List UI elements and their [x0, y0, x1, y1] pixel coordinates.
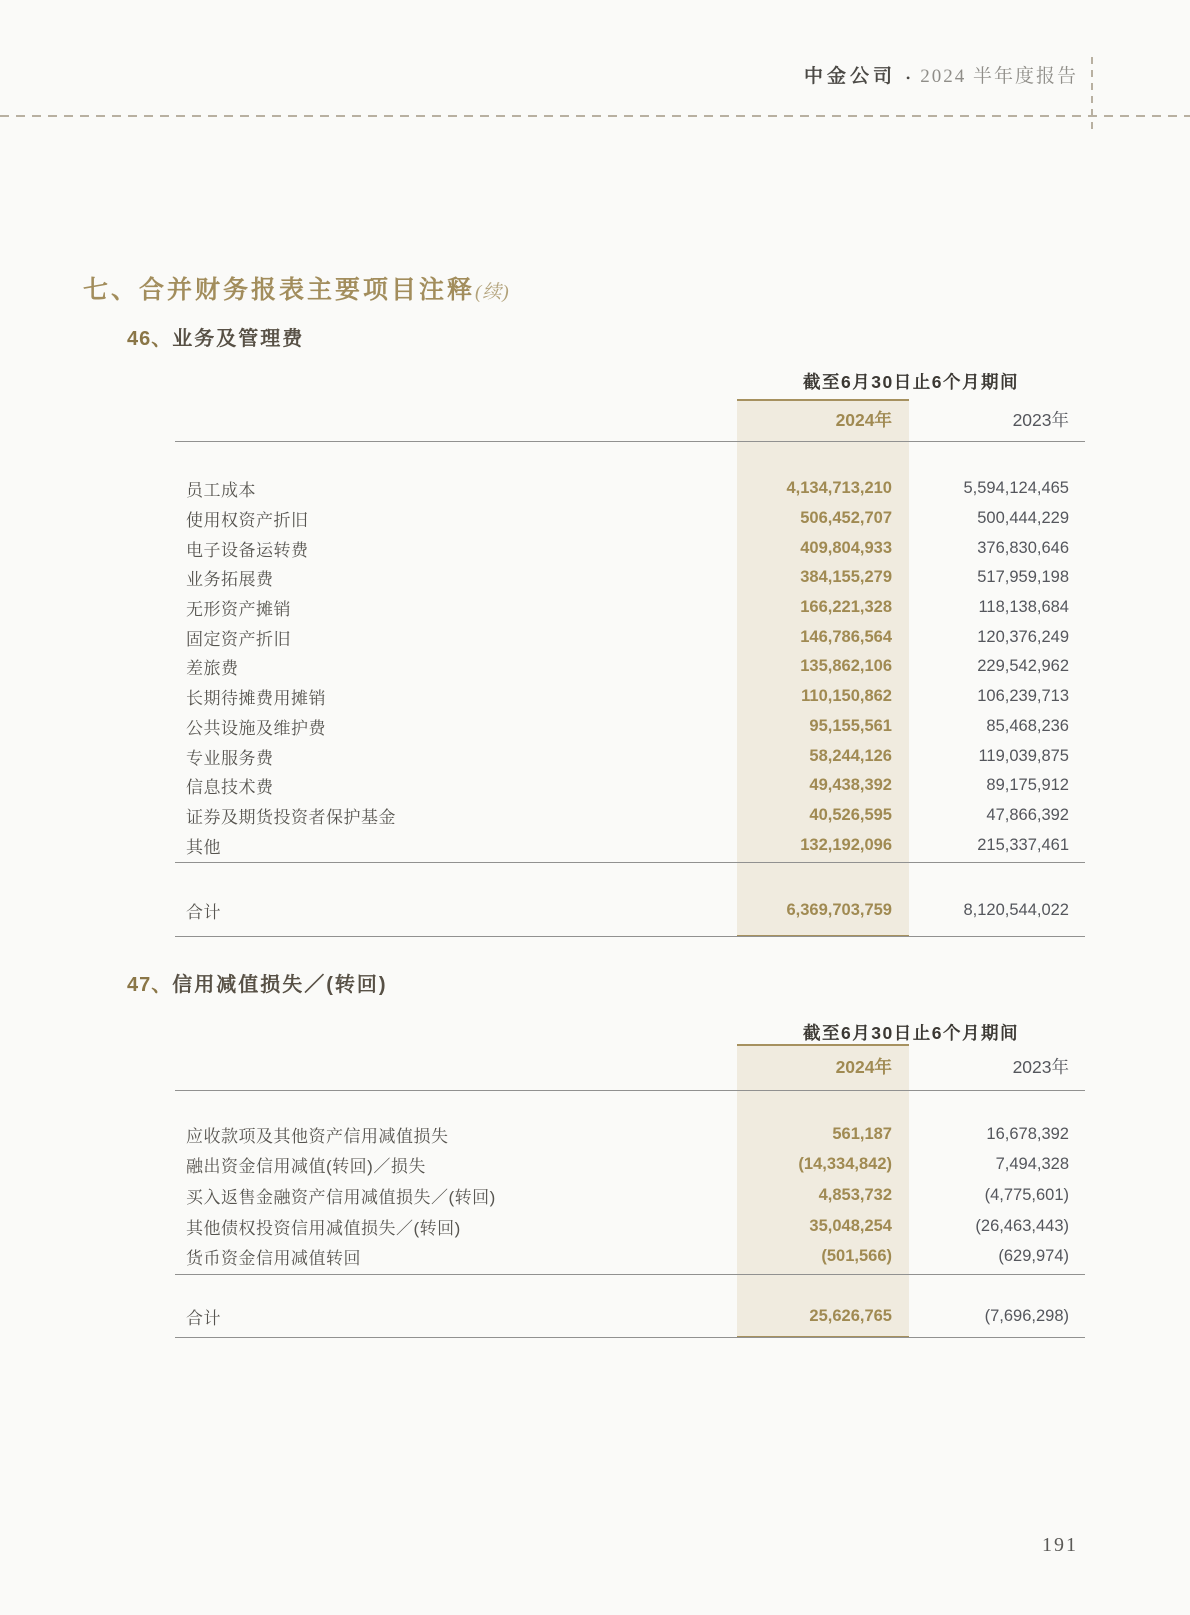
column-header-row — [175, 1055, 1085, 1077]
table-row — [175, 563, 1085, 593]
value-2023: 85,468,236 — [986, 716, 1069, 735]
row-label: 固定资产折旧 — [186, 629, 291, 649]
row-label: 无形资产摊销 — [186, 600, 291, 620]
table-row — [175, 712, 1085, 742]
table-row — [175, 1119, 1085, 1150]
table-rule-top — [175, 1090, 1085, 1091]
total-row — [175, 1301, 1085, 1332]
row-label: 证券及期货投资者保护基金 — [186, 807, 396, 827]
row-label: 其他债权投资信用减值损失／(转回) — [186, 1218, 461, 1238]
table-row — [175, 682, 1085, 712]
total-value-2024: 25,626,765 — [809, 1306, 892, 1325]
value-2024: 409,804,933 — [800, 538, 892, 557]
total-value-2023: 8,120,544,022 — [963, 900, 1069, 919]
page-number: 191 — [1042, 1534, 1078, 1556]
total-label: 合计 — [186, 902, 221, 922]
table-row — [175, 1211, 1085, 1242]
value-2024: 4,134,713,210 — [786, 479, 892, 498]
value-2023: 7,494,328 — [995, 1155, 1069, 1174]
total-label: 合计 — [186, 1308, 221, 1328]
subsection-47-number: 47、 — [127, 974, 173, 996]
table-operating-expenses — [175, 369, 1085, 941]
value-2024: 110,150,862 — [801, 687, 892, 706]
value-2024: 561,187 — [832, 1124, 892, 1143]
table-row — [175, 771, 1085, 801]
column-header-2023: 2023年 — [1012, 1056, 1069, 1077]
table-rule-above-total — [175, 862, 1085, 863]
total-row — [175, 895, 1085, 925]
section-title-suffix: (续) — [475, 282, 510, 303]
subsection-47-title: 信用减值损失／(转回) — [172, 974, 388, 996]
row-label: 专业服务费 — [186, 748, 274, 768]
value-2024: 146,786,564 — [800, 627, 892, 646]
value-2024: 40,526,595 — [809, 805, 892, 824]
column-header-2024: 2024年 — [835, 409, 892, 430]
period-header: 截至6月30日止6个月期间 — [803, 372, 1019, 392]
table-body — [175, 1119, 1085, 1272]
value-2023: 215,337,461 — [977, 835, 1069, 854]
row-label: 电子设备运转费 — [186, 540, 309, 560]
table-row — [175, 533, 1085, 563]
value-2023: 5,594,124,465 — [963, 479, 1069, 498]
row-label: 其他 — [186, 837, 221, 857]
subsection-47-heading — [127, 968, 388, 997]
row-label: 使用权资产折旧 — [186, 511, 309, 531]
table-row — [175, 622, 1085, 652]
value-2024: 49,438,392 — [809, 776, 892, 795]
table-row — [175, 1180, 1085, 1211]
table-row — [175, 504, 1085, 534]
table-rule-top — [175, 441, 1085, 442]
value-2024: 135,862,106 — [800, 657, 892, 676]
value-2024: 35,048,254 — [809, 1216, 892, 1235]
value-2024: 58,244,126 — [809, 746, 892, 765]
subsection-46-heading — [127, 322, 304, 351]
table-rule-above-total — [175, 1274, 1085, 1275]
section-title — [83, 270, 510, 306]
value-2023: 229,542,962 — [977, 657, 1069, 676]
period-header: 截至6月30日止6个月期间 — [803, 1023, 1019, 1043]
value-2024: 95,155,561 — [809, 716, 892, 735]
table-row — [175, 593, 1085, 623]
row-label: 长期待摊费用摊销 — [186, 689, 326, 709]
page-header — [804, 61, 1078, 88]
value-2023: 119,039,875 — [978, 746, 1069, 765]
value-2024: 166,221,328 — [800, 598, 892, 617]
total-value-2023: (7,696,298) — [984, 1306, 1069, 1325]
row-label: 员工成本 — [186, 481, 256, 501]
subsection-46-number: 46、 — [127, 328, 173, 350]
total-value-2024: 6,369,703,759 — [786, 900, 892, 919]
table-row — [175, 1241, 1085, 1272]
header-horizontal-dashed-line — [0, 115, 1190, 117]
value-2023: 16,678,392 — [986, 1124, 1069, 1143]
row-label: 货币资金信用减值转回 — [186, 1249, 361, 1269]
value-2023: (26,463,443) — [975, 1216, 1069, 1235]
table-row — [175, 801, 1085, 831]
table-body — [175, 474, 1085, 860]
subsection-46-title: 业务及管理费 — [172, 328, 305, 350]
value-2023: (629,974) — [998, 1247, 1069, 1266]
value-2024: 384,155,279 — [800, 568, 892, 587]
table-rule-bottom — [175, 1337, 1085, 1338]
column-header-row — [175, 408, 1085, 430]
value-2024: 4,853,732 — [818, 1185, 892, 1204]
table-row — [175, 741, 1085, 771]
report-title: 2024 半年度报告 — [920, 66, 1078, 87]
value-2024: 506,452,707 — [800, 509, 892, 528]
row-label: 应收款项及其他资产信用减值损失 — [186, 1126, 449, 1146]
value-2023: 47,866,392 — [986, 805, 1069, 824]
value-2024: (501,566) — [821, 1247, 892, 1266]
company-name: 中金公司 — [804, 66, 897, 87]
column-header-2024: 2024年 — [835, 1056, 892, 1077]
row-label: 信息技术费 — [186, 778, 274, 798]
table-row — [175, 830, 1085, 860]
section-title-main: 七、合并财务报表主要项目注释 — [83, 276, 476, 304]
table-row — [175, 652, 1085, 682]
value-2024: (14,334,842) — [798, 1155, 892, 1174]
value-2023: 120,376,249 — [977, 627, 1069, 646]
value-2023: 517,959,198 — [977, 568, 1069, 587]
row-label: 业务拓展费 — [186, 570, 274, 590]
bullet-separator-icon: • — [906, 71, 911, 85]
value-2023: 376,830,646 — [977, 538, 1069, 557]
row-label: 买入返售金融资产信用减值损失／(转回) — [186, 1187, 496, 1207]
table-credit-impairment — [175, 1020, 1085, 1342]
value-2023: 500,444,229 — [977, 509, 1069, 528]
value-2024: 132,192,096 — [800, 835, 892, 854]
table-rule-bottom — [175, 936, 1085, 937]
row-label: 差旅费 — [186, 659, 239, 679]
table-row — [175, 474, 1085, 504]
value-2023: (4,775,601) — [984, 1185, 1069, 1204]
row-label: 融出资金信用减值(转回)／损失 — [186, 1157, 426, 1177]
value-2023: 89,175,912 — [986, 776, 1069, 795]
header-vertical-dashed-line — [1091, 57, 1093, 135]
column-header-2023: 2023年 — [1012, 409, 1069, 430]
table-row — [175, 1150, 1085, 1181]
value-2023: 106,239,713 — [977, 687, 1069, 706]
value-2023: 118,138,684 — [978, 598, 1069, 617]
row-label: 公共设施及维护费 — [186, 718, 326, 738]
